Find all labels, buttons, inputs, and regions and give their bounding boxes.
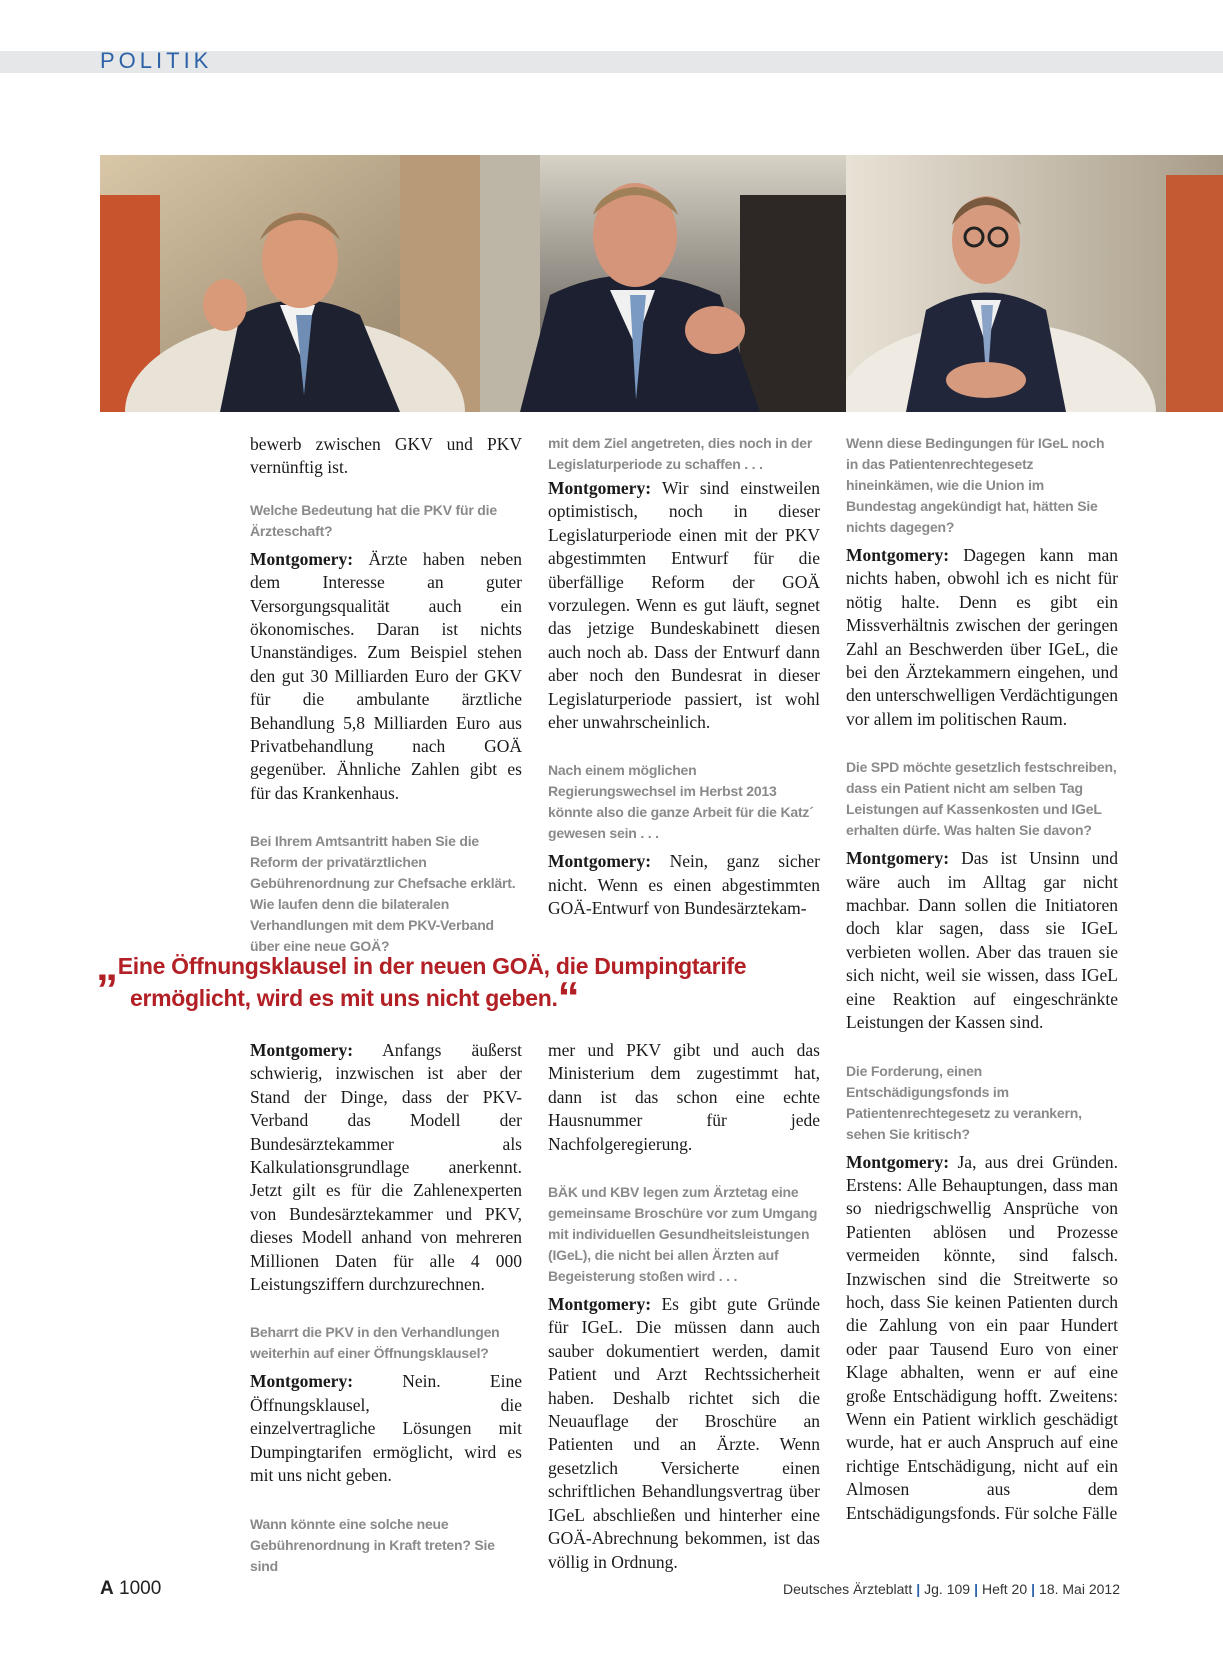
answer-paragraph (846, 1151, 1118, 1526)
page-number (100, 1578, 161, 1600)
interview-question: Die SPD möchte gesetzlich festschreiben, dass ein Patient nicht am selben Tag Leistungen auf Kassenkosten und IGeL erhalten dürfe. Was halten Sie davon? (846, 759, 1117, 839)
answer-paragraph: bewerb zwischen GKV und PKV vernünftig ist. (250, 434, 522, 478)
answer-paragraph (548, 850, 820, 920)
speaker-label: Montgomery: (250, 1371, 354, 1392)
portrait-photo-3 (846, 155, 1223, 412)
interview-question: Nach einem möglichen Regierungswechsel im Herbst 2013 könnte also die ganze Arbeit für die Katz´ gewesen sein . . . (548, 762, 814, 842)
answer-text: Ja, aus drei Gründen. Erstens: Alle Behauptungen, dass man so niedrigschwellig Ansprüche von Patienten ablösen und Prozesse vermeiden könnte, sind falsch. Inzwischen sind die Streitwerte so hoch, dass Sie keinen Patienten durch die Zahlung von ein paar Hundert oder paar Tausend Euro von einer Klage abhalten, wenn er auf eine große Entschädigung hofft. Zweitens: Wenn ein Patient wirklich geschädigt wurde, hat er auch Anspruch auf eine richtige Entschädigung, nicht auf ein Almosen aus dem Entschädigungsfonds. Für solche Fälle (846, 1151, 1118, 1523)
answer-text: Ärzte haben neben dem Interesse an guter Versorgungsqualität auch ein ökonomisches. Daran ist nichts Unanständiges. Zum Beispiel stehen den gut 30 Milliarden Euro der GKV für die ambulante ärztliche Behandlung 5,8 Milliarden Euro aus Privatbehandlung nach GOÄ gegenüber. Ähnliche Zahlen gibt es für das Krankenhaus. (250, 548, 522, 803)
answer-text: Anfangs äußerst schwierig, inzwischen ist aber der Stand der Dinge, dass der PKV-Verband das Modell der Bundesärztekammer als Kalkulationsgrundlage anerkennt. Jetzt gilt es für die Zahlenexperten von Bundesärztekammer und PKV, dieses Modell anhand von mehreren Millionen Daten für alle 4 000 Leistungsziffern durchzurechnen. (250, 1040, 522, 1295)
column-2-top (548, 433, 820, 921)
speaker-label: Montgomery: (548, 1294, 652, 1315)
interview-question: Bei Ihrem Amtsantritt haben Sie die Reform der privatärztlichen Gebührenordnung zur Chefsache erklärt. Wie laufen denn die bilateralen Verhandlungen mit dem PKV-Verband über eine neue GOÄ? (250, 833, 516, 955)
interview-question: BÄK und KBV legen zum Ärztetag eine gemeinsame Broschüre vor zum Umgang mit individuellen Gesundheitsleistungen (IGeL), die nicht bei allen Ärzten auf Begeisterung stoßen wird . . . (548, 1184, 818, 1285)
journal-citation (783, 1581, 1120, 1597)
speaker-label: Montgomery: (846, 545, 950, 565)
interview-question: Wenn diese Bedingungen für IGeL noch in das Patientenrechtegesetz hineinkämen, wie die Union im Bundestag angekündigt hat, hätten Sie nichts dagegen? (846, 435, 1105, 535)
speaker-label: Montgomery: (548, 478, 652, 498)
answer-text: Nein. Eine Öffnungsklausel, die einzelvertragliche Lösungen mit Dumpingtarifen ermöglicht, wird es mit uns nicht geben. (250, 1371, 522, 1486)
answer-paragraph (250, 1039, 522, 1296)
separator: | (974, 1581, 978, 1597)
answer-text: Nein, ganz sicher nicht. Wenn es einen abgestimmten GOÄ-Entwurf von Bundesärztekam- (548, 851, 820, 919)
answer-paragraph (250, 1370, 522, 1487)
journal-issue: Heft 20 (981, 1581, 1028, 1597)
speaker-label: Montgomery: (548, 851, 652, 872)
answer-text: Dagegen kann man nichts haben, obwohl ich es nicht für nötig halte. Denn es gibt ein Missverhältnis zwischen der geringen Zahl an Beschwerden über IGeL, die bei den Ärztekammern eingehen, und den unterschwelligen Verdächtigungen vor allem im politischen Raum. (846, 545, 1118, 729)
separator: | (1031, 1581, 1036, 1597)
speaker-label: Montgomery: (846, 1151, 950, 1172)
speaker-label: Montgomery: (250, 548, 354, 569)
page-prefix: A (100, 1578, 114, 1599)
speaker-label: Montgomery: (250, 1040, 354, 1060)
column-3 (846, 433, 1118, 1525)
interview-question: Beharrt die PKV in den Verhandlungen weiterhin auf einer Öffnungsklausel? (250, 1324, 500, 1362)
answer-text: Es gibt gute Gründe für IGeL. Die müssen dann auch sauber dokumentiert werden, damit Patient und Arzt Rechtssicherheit haben. Deshalb richtet sich die Neuauflage der Broschüre an Patienten und an Ärzte. Wenn gesetzlich Versicherte einen schriftlichen Behandlungsvertrag über IGeL abschließen und hinterher eine GOÄ-Abrechnung bekommen, ist das völlig in Ordnung. (548, 1294, 820, 1572)
journal-volume: Jg. 109 (924, 1581, 971, 1597)
pull-quote-line-1: Eine Öffnungsklausel in der neuen GOÄ, die Dumpingtarife (117, 953, 747, 979)
column-1-top (250, 433, 522, 957)
interview-question: mit dem Ziel angetreten, dies noch in der Legislaturperiode zu schaffen . . . (548, 435, 813, 472)
answer-paragraph (846, 847, 1118, 1034)
column-1-bottom (250, 1039, 522, 1577)
answer-paragraph (250, 548, 522, 805)
open-quote-mark: „ (96, 941, 118, 990)
interview-question: Die Forderung, einen Entschädigungsfonds im Patientenrechtegesetz zu verankern, sehen Sie kritisch? (846, 1062, 1082, 1142)
answer-paragraph (846, 544, 1118, 731)
pull-quote (96, 941, 856, 1022)
column-2-bottom (548, 1039, 820, 1574)
journal-date: 18. Mai 2012 (1039, 1581, 1120, 1597)
pull-quote-line-2: ermöglicht, wird es mit uns nicht geben. (130, 985, 558, 1011)
speaker-label: Montgomery: (846, 848, 950, 869)
answer-paragraph (548, 477, 820, 734)
separator: | (916, 1581, 921, 1597)
answer-text: Das ist Unsinn und wäre auch im Alltag gar nicht machbar. Dann sollen die Initiatoren doch klar sagen, dass sie IGeL verbieten wollen. Aber das trauen sie sich nicht, weil sie wissen, dass IGeL eine Reaktion auf eingeschränkte Leistungen der Kassen sind. (846, 848, 1118, 1033)
answer-paragraph: mer und PKV gibt und auch das Ministerium dem zugestimmt hat, dann ist das schon eine echte Hausnummer für jede Nachfolgeregierung. (548, 1040, 820, 1154)
portrait-photo-2 (480, 155, 846, 412)
answer-paragraph (548, 1293, 820, 1574)
journal-name: Deutsches Ärzteblatt (783, 1581, 913, 1597)
close-quote-mark: “ (557, 973, 580, 1022)
interview-question: Welche Bedeutung hat die PKV für die Ärzteschaft? (250, 501, 497, 539)
interview-question: Wann könnte eine solche neue Gebührenordnung in Kraft treten? Sie sind (250, 1515, 495, 1574)
page-number-value: 1000 (119, 1578, 162, 1599)
answer-text: Wir sind einstweilen optimistisch, noch in dieser Legislaturperiode einen mit der PKV abgestimmten Entwurf für die überfällige Reform der GOÄ vorzulegen. Wenn es gut läuft, segnet das jetzige Bundeskabinett diesen auch noch ab. Dass der Entwurf dann aber noch den Bundesrat in dieser Legislaturperiode passiert, ist wohl eher unwahrscheinlich. (548, 478, 820, 733)
portrait-photo-1 (100, 155, 480, 412)
section-label: POLITIK (100, 48, 213, 73)
